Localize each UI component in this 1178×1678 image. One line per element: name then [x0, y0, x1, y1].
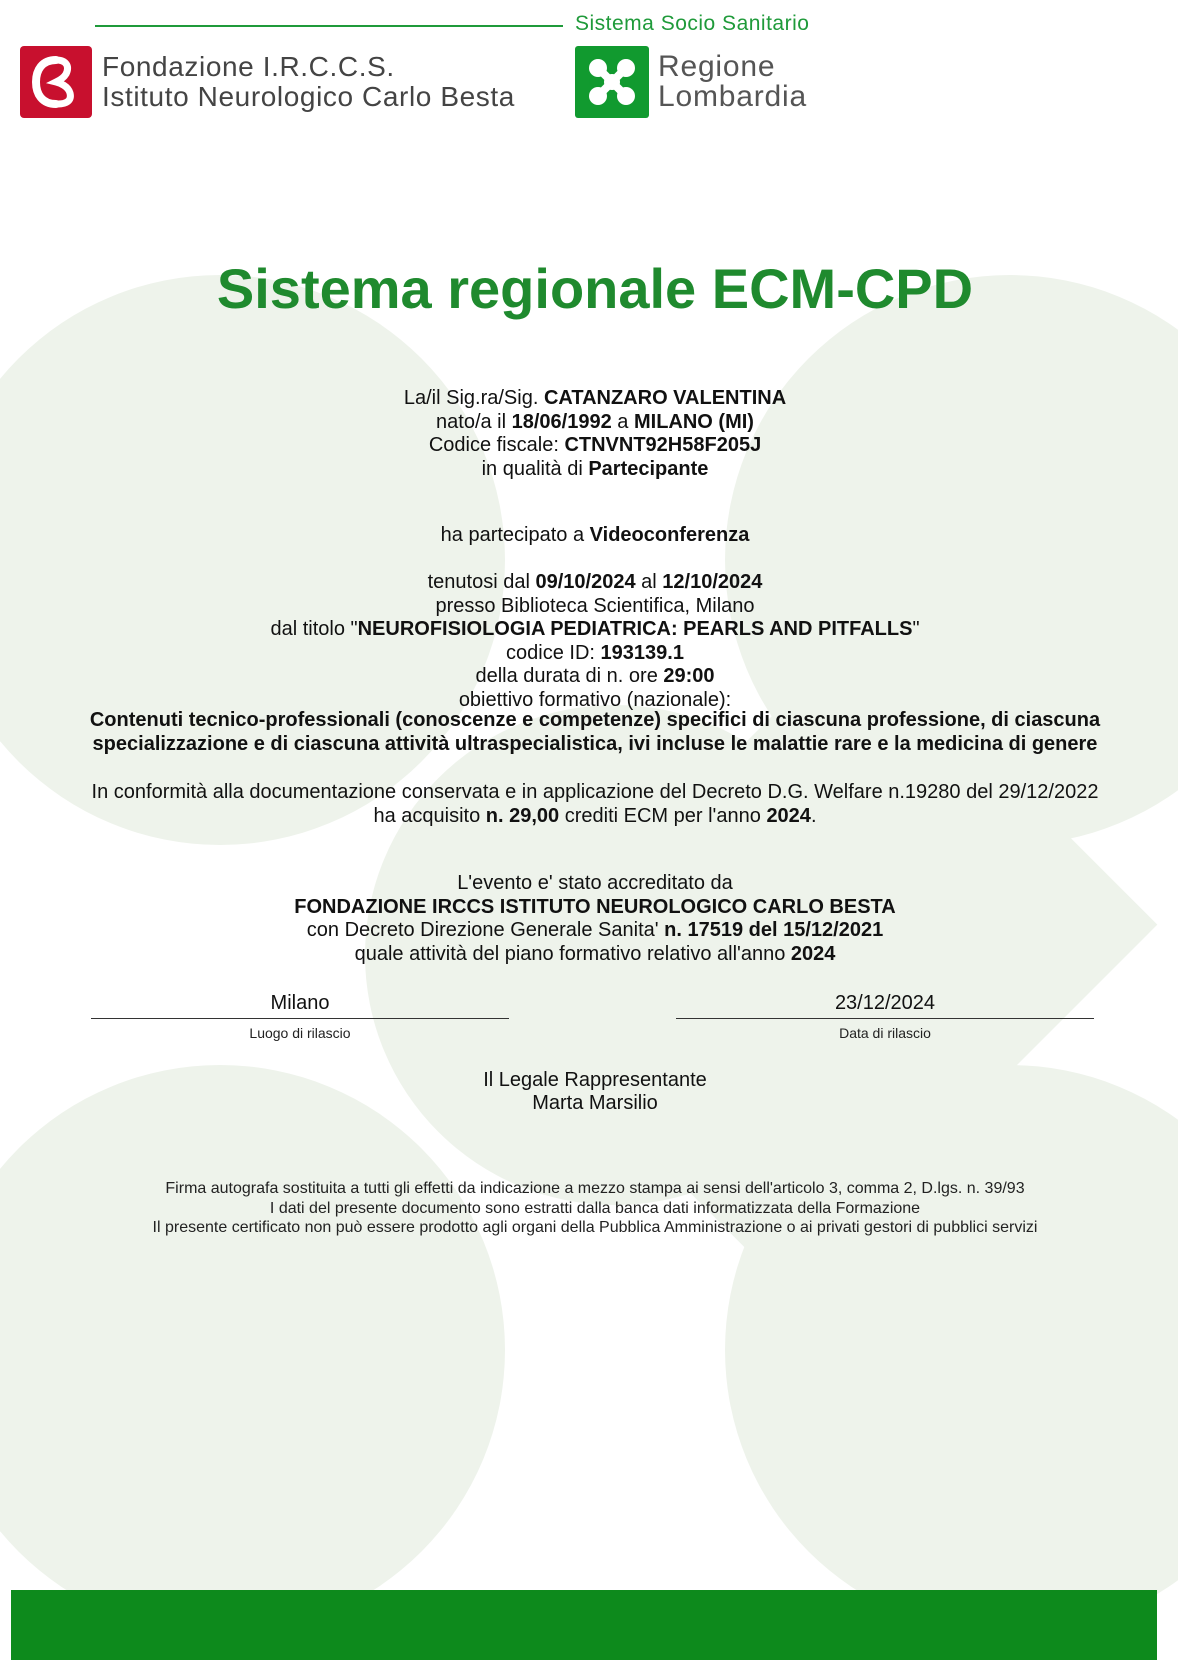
besta-logo-icon: [20, 46, 92, 118]
credits-line-1: In conformità alla documentazione conservata e in applicazione del Decreto D.G. Welfare n.19280 del 29/12/2022: [91, 781, 1099, 803]
provider: FONDAZIONE IRCCS ISTITUTO NEUROLOGICO CARLO BESTA: [294, 895, 896, 918]
header-divider: [95, 25, 563, 27]
credits-block: [0, 781, 1178, 828]
participant-name-prefix: La/il Sig.ra/Sig.: [403, 387, 544, 409]
birth-line: [0, 411, 1178, 435]
dates-prefix: tenutosi dal: [427, 571, 536, 593]
event-type-line: [0, 524, 1178, 548]
credits-amount: n. 29,00: [485, 804, 560, 827]
plan-line: [0, 943, 1178, 967]
birth-mid: a: [611, 410, 634, 433]
signature-block: [0, 1069, 1178, 1115]
credits-mid: crediti ECM per l'anno: [559, 804, 767, 827]
participant-name: CATANZARO VALENTINA: [543, 387, 787, 409]
plan-year: 2024: [790, 942, 836, 965]
besta-line-1: Fondazione I.R.C.C.S.: [102, 51, 395, 82]
fiscal-code-line: [0, 434, 1178, 458]
fiscal-code: CTNVNT92H58F205J: [564, 434, 762, 456]
issue-place-line: [91, 1018, 509, 1019]
footer-line-3: Il presente certificato non può essere prodotto agli organi della Pubblica Amministrazione o ai privati gestori di pubblici servizi: [152, 1219, 1038, 1236]
issue-date: 23/12/2024: [834, 992, 936, 1014]
event-type-prefix: ha partecipato a: [440, 524, 590, 546]
page-title: Sistema regionale ECM-CPD: [216, 257, 974, 320]
provider-line: [0, 896, 1178, 920]
duration: 29:00: [663, 665, 715, 687]
event-title: NEUROFISIOLOGIA PEDIATRICA: PEARLS AND PITFALLS: [357, 618, 913, 640]
event-title-line: [0, 618, 1178, 642]
issue-place: Milano: [270, 992, 330, 1014]
objective-line-2: specializzazione e di ciascuna attività ultraspecialistica, ivi incluse le malattie rare e la medicina di genere: [92, 732, 1098, 755]
decree-line: [0, 919, 1178, 943]
birth-date: 18/06/1992: [511, 410, 612, 433]
accreditation-block: [0, 872, 1178, 966]
footer-notes: [0, 1179, 1178, 1238]
event-title-suffix: ": [912, 618, 920, 640]
event-id-line: [0, 642, 1178, 666]
event-id: 193139.1: [600, 641, 684, 664]
credits-year: 2024: [766, 804, 811, 827]
issue-date-line: [676, 1018, 1094, 1019]
footer-line-2: I dati del presente documento sono estratti dalla banca dati informatizzata della Formazione: [269, 1199, 921, 1217]
footer-band: [11, 1590, 1157, 1660]
besta-line-2: Istituto Neurologico Carlo Besta: [102, 81, 515, 112]
ssn-label: Sistema Socio Sanitario: [575, 12, 810, 35]
event-dates-line: [0, 571, 1178, 595]
credits-line-2: [0, 805, 1178, 829]
plan-prefix: quale attività del piano formativo relativo all'anno: [354, 942, 791, 965]
objective-line-1: Contenuti tecnico-professionali (conoscenze e competenze) specifici di ciascuna professione, di ciascuna: [89, 709, 1101, 731]
issue-place-label: Luogo di rilascio: [249, 1025, 351, 1041]
credits-prefix: ha acquisito: [373, 804, 486, 827]
issue-date-field: [676, 991, 1094, 1041]
event-id-prefix: codice ID:: [506, 641, 601, 664]
signatory-role: Il Legale Rappresentante: [483, 1069, 707, 1091]
birth-place: MILANO (MI): [633, 410, 754, 433]
participant-block: [0, 387, 1178, 481]
dates-mid: al: [635, 571, 663, 593]
besta-name: [102, 52, 515, 112]
objective-label: obiettivo formativo (nazionale):: [458, 688, 732, 711]
lombardia-rose-icon: [575, 46, 649, 118]
date-to: 12/10/2024: [662, 571, 763, 593]
role-line: [0, 458, 1178, 482]
event-title-prefix: dal titolo ": [270, 618, 358, 640]
footer-line-1: Firma autografa sostituita a tutti gli effetti da indicazione a mezzo stampa ai sensi dell'articolo 3, comma 2, D.lgs. n. 39/93: [165, 1180, 1025, 1197]
duration-line: [0, 665, 1178, 689]
accreditation-line-1: L'evento e' stato accreditato da: [457, 872, 733, 894]
issue-date-label: Data di rilascio: [839, 1025, 931, 1041]
date-from: 09/10/2024: [535, 571, 636, 593]
signatory-name: Marta Marsilio: [532, 1092, 658, 1114]
venue-line: presso Biblioteca Scientifica, Milano: [435, 594, 755, 617]
objective-block: [0, 709, 1178, 756]
role-prefix: in qualità di: [481, 457, 589, 480]
fiscal-code-prefix: Codice fiscale:: [428, 434, 565, 456]
duration-prefix: della durata di n. ore: [475, 665, 664, 687]
participant-name-line: [0, 387, 1178, 411]
event-details-block: [0, 571, 1178, 712]
region-line-1: Regione: [658, 50, 776, 83]
birth-prefix: nato/a il: [436, 410, 512, 433]
role: Partecipante: [588, 457, 709, 480]
region-name: [658, 52, 807, 112]
region-line-2: Lombardia: [658, 80, 807, 113]
event-type: Videoconferenza: [589, 524, 750, 546]
decree: n. 17519 del 15/12/2021: [664, 919, 884, 941]
decree-prefix: con Decreto Direzione Generale Sanita': [306, 919, 665, 941]
event-type-block: [0, 524, 1178, 548]
credits-suffix: .: [810, 804, 817, 827]
issue-place-field: [91, 991, 509, 1041]
